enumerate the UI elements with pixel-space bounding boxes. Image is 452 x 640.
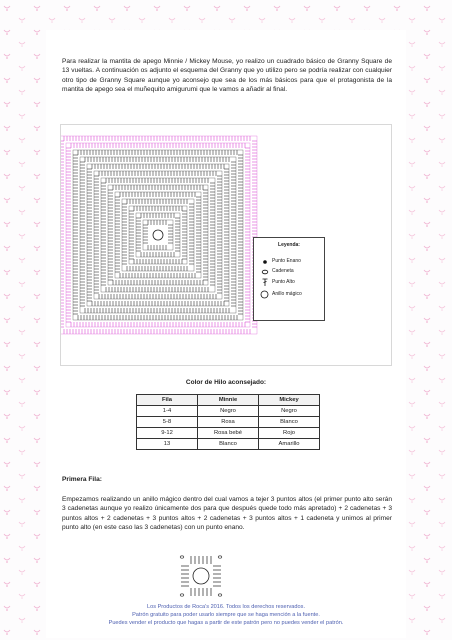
table-row [137, 439, 320, 450]
legend-item-punto-alto [260, 278, 295, 287]
table-cell: 9-12 [137, 428, 198, 439]
granny-square-diagram [60, 124, 392, 366]
table-cell: Amarillo [259, 439, 320, 450]
legend-item-anillo-magico [260, 290, 302, 299]
footer-copyright: Los Productos de Roca's 2016. Todos los derechos reservados. [147, 604, 305, 610]
table-cell: Negro [198, 406, 259, 417]
legend-label: Cadeneta [272, 268, 294, 274]
table-cell: Blanco [198, 439, 259, 450]
granny-square-chart [61, 125, 391, 365]
primera-fila-title: Primera Fila: [62, 476, 102, 483]
table-row [137, 406, 320, 417]
legend-label: Punto Alto [272, 279, 295, 285]
magic-ring-icon [260, 290, 269, 299]
intro-paragraph: Para realizar la mantita de apego Minnie / Mickey Mouse, yo realizo un cuadrado básico de Granny Square de 13 vueltas. A continuación os adjunto el esquema del Granny que yo utilizo pero se podría realizar con cualquier otro tipo de Granny Square aunque yo aconsejo que sea de los más básicos para que el protagonista de la mantita de apego sea el muñequito amigurumi que le vamos a añadir al final. [62, 58, 392, 94]
table-row [137, 417, 320, 428]
table-cell: Blanco [259, 417, 320, 428]
footer-sale-note: Puedes vender el producto que hagas a partir de este patrón pero no puedes vender el patrón. [108, 620, 344, 626]
table-row [137, 428, 320, 439]
legend-label: Punto Enano [272, 258, 301, 264]
table-cell: 13 [137, 439, 198, 450]
chain-oval-icon [260, 269, 269, 275]
legend-item-punto-enano [260, 258, 301, 265]
double-crochet-icon [260, 278, 269, 287]
color-section-title: Color de Hilo aconsejado: [185, 379, 267, 386]
document-page [46, 30, 406, 638]
table-cell: Rosa bebé [198, 428, 259, 439]
table-cell: 1-4 [137, 406, 198, 417]
column-header-fila: Fila [137, 395, 198, 406]
footer [0, 603, 452, 627]
legend-label: Anillo mágico [272, 291, 302, 297]
table-cell: Rojo [259, 428, 320, 439]
table-cell: 5-8 [137, 417, 198, 428]
legend-item-cadeneta [260, 268, 294, 275]
first-round-diagram [176, 550, 226, 602]
primera-fila-instructions: Empezamos realizando un anillo mágico dentro del cual vamos a tejer 3 puntos altos (el primer punto alto serán 3 cadenetas aunque yo realizo únicamente dos para que después quede todo más apretado) + 2 cadenetas + 3 puntos altos + 2 cadenetas + 3 puntos altos + 2 cadenetas + 3 puntos altos + 1 cadeneta y unimos al primer punto alto (en este caso las 3 cadenetas) con un punto enano. [62, 496, 392, 532]
column-header-mickey: Mickey [259, 395, 320, 406]
table-header-row [137, 395, 320, 406]
table-cell: Rosa [198, 417, 259, 428]
table-cell: Negro [259, 406, 320, 417]
slip-stitch-dot-icon [260, 259, 269, 265]
color-table [136, 394, 320, 450]
footer-license: Patrón gratuito para poder usarlo siempre que se haga mención a la fuente. [132, 612, 320, 618]
legend-box [253, 237, 325, 321]
legend-title: Leyenda: [278, 242, 300, 248]
column-header-minnie: Minnie [198, 395, 259, 406]
